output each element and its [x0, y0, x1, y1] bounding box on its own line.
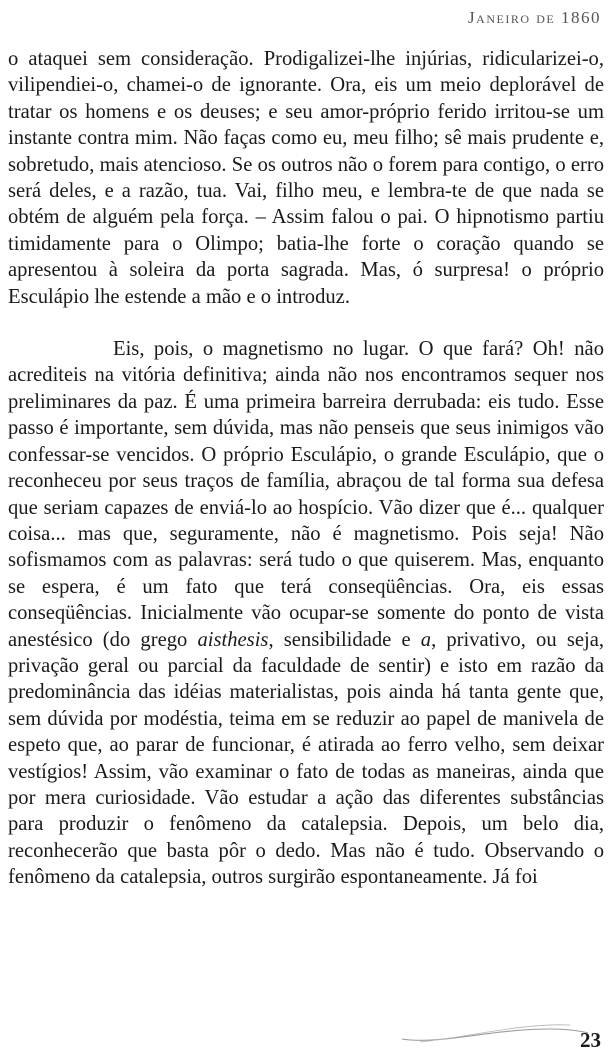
decorative-flourish-icon	[400, 1015, 590, 1045]
page-body-text	[8, 46, 604, 891]
page-number: 23	[580, 1028, 601, 1052]
paragraph-2-text: Eis, pois, o magnetismo no lugar. O que fará? Oh! não acrediteis na vitória definitiva; ainda não nos encontramos sequer nos preliminares da paz. É uma primeira barreira derrubada: eis tudo. Esse passo é importante, sem dúvida, mas não penseis que seus inimigos vão confessar-se vencidos. O próprio Esculápio, o grande Esculápio, que o reconheceu por seus traços de família, abraçou de tal forma sua defesa que seriam capazes de enviá-lo ao hospício. Vão dizer que é... qualquer coisa... mas que, seguramente, não é magnetismo. Pois seja! Não sofismamos com as palavras: será tudo o que quiserem. Mas, enquanto se espera, é um fato que terá conseqüências. Ora, eis essas conseqüências. Inicialmente vão ocupar-se somente do ponto de vista anestésico (do grego	[8, 338, 604, 651]
running-header: Janeiro de 1860	[468, 8, 601, 27]
greek-prefix-a: a	[420, 628, 432, 651]
greek-term-aisthesis: aisthesis	[197, 628, 269, 651]
paragraph-2-text: , sensibilidade e	[268, 628, 421, 651]
paragraph-2-text: , privativo, ou seja, privação geral ou parcial da faculdade de sentir) e isto em razão da predominância das idéias materialistas, pois ainda há tanta gente que, sem dúvida por modéstia, teima em se reduzir ao papel de manivela de espeto que, ao parar de funcionar, é atirada ao ferro velho, sem deixar vestígios! Assim, vão examinar o fato de todas as maneiras, ainda que por mera curiosidade. Vão estudar a ação das diferentes substâncias para produzir o fenômeno da catalepsia. Depois, um belo dia, reconhecerão que basta pôr o dedo. Mas não é tudo. Observando o fenômeno da catalepsia, outros surgirão espontaneamente. Já foi	[8, 628, 604, 889]
paragraph-2	[8, 336, 604, 891]
paragraph-1: o ataquei sem consideração. Prodigalizei-lhe injúrias, ridicularizei-o, vilipendiei-o, chamei-o de ignorante. Ora, eis um meio deplorável de tratar os homens e os deuses; e seu amor-próprio ferido irritou-se um instante contra mim. Não faças como eu, meu filho; sê mais prudente e, sobretudo, mais atencioso. Se os outros não o forem para contigo, o erro será deles, e a razão, tua. Vai, filho meu, e lembra-te de que nada se obtém de alguém pela força. – Assim falou o pai. O hipnotismo partiu timidamente para o Olimpo; batia-lhe forte o coração quando se apresentou à soleira da porta sagrada. Mas, ó surpresa! o próprio Esculápio lhe estende a mão e o introduz.	[8, 48, 604, 308]
